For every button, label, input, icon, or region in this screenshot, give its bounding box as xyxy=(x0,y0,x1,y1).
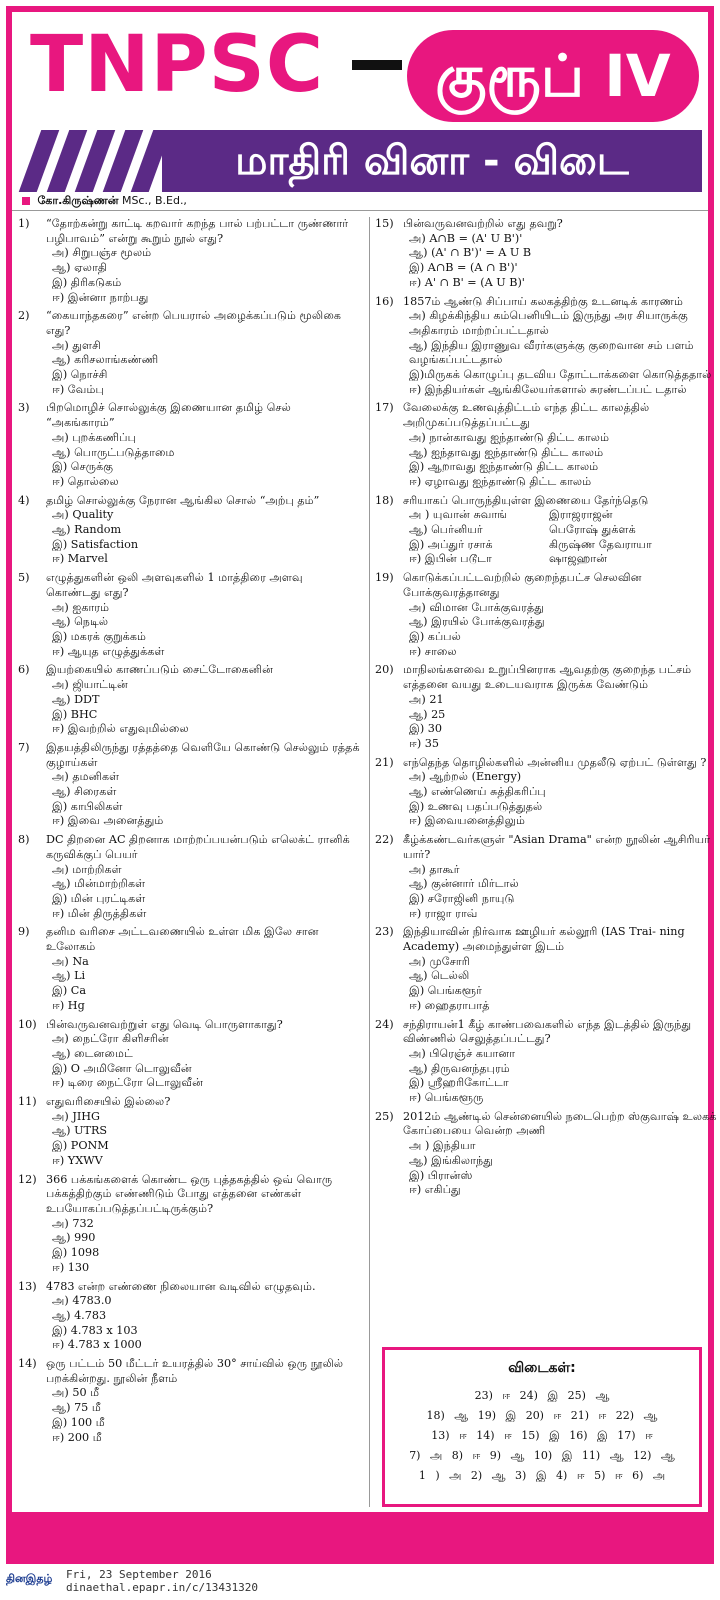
question-text: எழுத்துகளின் ஒலி அளவுகளில் 1 மாத்திரை அளவு கொண்டது எது? xyxy=(46,571,303,599)
option-item: இ) 4.783 x 103 xyxy=(52,1323,138,1337)
option-item: இ) கப்பல் xyxy=(409,629,461,643)
option-item: ஆ) (A' ∩ B')' = A U B xyxy=(409,246,532,260)
pair-left: ஆ) பெர்னியர் xyxy=(409,523,483,537)
question-item xyxy=(18,1357,360,1445)
option-item: ஈ) 35 xyxy=(409,736,440,750)
question-item xyxy=(375,833,717,921)
option-item: இ) மின் புரட்டிகள் xyxy=(52,891,146,905)
option-item: ஆ) டெல்லி xyxy=(409,969,470,983)
question-text: இயற்கையில் காணப்படும் சைட்டோகைனின் xyxy=(46,663,273,677)
question-number: 10) xyxy=(18,1017,37,1031)
option-item: ஆ) Li xyxy=(52,969,86,983)
option-item: இ) நொச்சி xyxy=(52,368,108,382)
author-degree: MSc., B.Ed., xyxy=(121,194,187,207)
options-list xyxy=(403,508,717,567)
question-number: 20) xyxy=(375,663,394,677)
options-list xyxy=(46,678,360,737)
option-item: ஆ) திருவனந்தபுரம் xyxy=(409,1061,510,1075)
option-item: அ) துளசி xyxy=(52,338,101,352)
banner-title: மாதிரி வினா - விடை xyxy=(235,138,629,184)
option-item: அ) மாற்றிகள் xyxy=(52,862,122,876)
options-list xyxy=(46,1217,360,1276)
option-item: அ) தமனிகள் xyxy=(52,770,120,784)
options-list xyxy=(46,431,360,490)
option-item: அ) விமான போக்குவரத்து xyxy=(409,600,544,614)
options-list xyxy=(403,1047,717,1106)
option-item: ஈ) இந்தியர்கள் ஆங்கிலேயர்களால் சுரண்டப்பட் டதால் xyxy=(409,382,687,396)
option-item: ஈ) இவற்றில் எதுவுமில்லை xyxy=(52,722,189,736)
option-item: ஆ) மின்மாற்றிகள் xyxy=(52,877,146,891)
newspaper-logo: தினஇதழ் xyxy=(6,1572,53,1585)
option-item: ஆ) இங்கிலாந்து xyxy=(409,1153,493,1167)
question-number: 25) xyxy=(375,1109,394,1123)
option-item: இ) ஸ்ரீஹரிகோட்டா xyxy=(409,1076,509,1090)
question-item xyxy=(18,833,360,921)
question-item xyxy=(18,1280,360,1354)
option-item: ஆ) ஐந்தாவது ஐந்தாண்டு திட்ட காலம் xyxy=(409,445,604,459)
options-list xyxy=(403,232,717,291)
option-item: ஈ) 130 xyxy=(52,1260,90,1274)
options-list xyxy=(403,309,717,397)
option-item: ஆ) பொருட்படுத்தாமை xyxy=(52,445,175,459)
question-text: கீழ்க்கண்டவர்களுள் "Asian Drama" என்ற நூலின் ஆசிரியர் யார்? xyxy=(403,833,711,861)
pair-right: கிருஷ்ண தேவராயா xyxy=(549,537,652,551)
option-item: ஈ) எகிப்து xyxy=(409,1183,461,1197)
option-item: இ) உணவு பதப்படுத்துதல் xyxy=(409,799,543,813)
left-column xyxy=(18,217,360,1449)
option-item: ஆ) UTRS xyxy=(52,1124,108,1138)
option-item: அ) JIHG xyxy=(52,1109,100,1123)
option-item: அ) ஆற்றல் (Energy) xyxy=(409,770,522,784)
option-item: ஈ) ஆயுத எழுத்துக்கள் xyxy=(52,644,165,658)
option-item: இ) O அமினோ டொலுவீன் xyxy=(52,1061,192,1075)
question-item xyxy=(18,494,360,568)
question-number: 21) xyxy=(375,755,394,769)
pair-option xyxy=(403,538,717,553)
option-item: ஈ) ராஜா ராவ் xyxy=(409,906,478,920)
question-number: 5) xyxy=(18,571,30,585)
option-item: அ) Na xyxy=(52,954,89,968)
option-item: ஆ) DDT xyxy=(52,692,100,706)
option-item: ஆ) ஏலாதி xyxy=(52,261,108,275)
pair-right: இராஜராஜன் xyxy=(549,508,613,522)
question-text: பின்வருவனவற்றுள் எது வெடி பொருளாகாது? xyxy=(46,1017,283,1031)
question-text: மாநிலங்களவை உறுப்பினராக ஆவதற்கு குறைந்த பட்சம் எத்தனை வயது உடையவராக இருக்க வேண்டும் xyxy=(403,663,692,692)
option-item: ஆ) இந்திய இராணுவ வீரர்களுக்கு குறைவான சம் பளம் வழங்கப்பட்டதால் xyxy=(409,338,694,367)
group-label: குரூப் IV xyxy=(435,42,671,110)
option-item: இ) 1098 xyxy=(52,1246,100,1260)
option-item: அ) 21 xyxy=(409,692,444,706)
title-dash xyxy=(352,60,402,70)
question-number: 14) xyxy=(18,1357,37,1371)
question-item xyxy=(375,494,717,568)
question-item xyxy=(375,295,717,398)
divider xyxy=(12,210,708,211)
option-item: ஈ) Marvel xyxy=(52,552,108,566)
option-item: ஆ) Random xyxy=(52,523,122,537)
question-number: 7) xyxy=(18,740,30,754)
question-text: பிறமொழிச் சொல்லுக்கு இணையான தமிழ் செல் “அகங்காரம்” xyxy=(46,401,291,430)
option-item: இ) A∩B = (A ∩ B')' xyxy=(409,261,518,275)
pair-option xyxy=(403,523,717,538)
options-list xyxy=(46,1294,360,1353)
question-text: கொடுக்கப்பட்டவற்றில் குறைந்தபட்ச செலவின போக்குவரத்தானது xyxy=(403,571,642,599)
option-item: ஆ) 4.783 xyxy=(52,1308,107,1322)
answers-box xyxy=(382,1347,702,1507)
option-item: அ) ஜியாட்டின் xyxy=(52,678,128,692)
option-item: ஆ) 75 மீ xyxy=(52,1401,101,1415)
question-number: 15) xyxy=(375,217,394,230)
answer-row: 18) ஆ 19) இ 20) ஈ 21) ஈ 22) ஆ xyxy=(426,1409,658,1422)
question-number: 24) xyxy=(375,1017,394,1031)
publish-url[interactable]: dinaethal.epapr.in/c/13431320 xyxy=(66,1581,259,1594)
question-item xyxy=(18,309,360,397)
option-item: ஈ) இவை அனைத்தும் xyxy=(52,814,164,828)
option-item: அ) கிழக்கிந்திய கம்பெனியிடம் இருந்து அர சியாருக்கு அதிகாரம் மாற்றப்பட்டதால் xyxy=(409,309,688,337)
option-item: ஆ) குன்னார் மிர்டால் xyxy=(409,877,519,891)
options-list xyxy=(46,246,360,305)
question-text: வேலைக்கு உணவுத்திட்டம் எந்த திட்ட காலத்தில் அறிமுகப்படுத்தப்பட்டது xyxy=(403,401,650,430)
author-name: கோ.கிருஷ்ணன் xyxy=(37,194,119,207)
question-number: 19) xyxy=(375,571,394,585)
option-item: ஆ) 25 xyxy=(409,707,446,721)
options-list xyxy=(46,508,360,567)
option-item: ஆ) கரிசலாங்கண்ணி xyxy=(52,353,159,367)
answer-row: 7) அ 8) ஈ 9) ஆ 10) இ 11) ஆ 12) ஆ xyxy=(409,1449,675,1462)
question-text: தனிம வரிசை அட்டவணையில் உள்ள மிக இலே சான உலோகம் xyxy=(46,925,319,954)
pair-left: அ ) யுவான் சுவாங் xyxy=(409,508,508,522)
options-list xyxy=(46,339,360,398)
question-number: 2) xyxy=(18,309,30,323)
right-column xyxy=(375,217,717,1202)
option-item: இ) சரோஜினி நாயுடு xyxy=(409,891,515,905)
page-frame xyxy=(6,6,717,1564)
option-item: ஆ) எண்ணெய் சுத்திகரிப்பு xyxy=(409,785,546,799)
option-item: ஈ) ஹைதராபாத் xyxy=(409,998,490,1012)
option-item: ஈ) பெங்களூரு xyxy=(409,1091,484,1105)
question-number: 6) xyxy=(18,663,30,677)
option-item: இ) மகரக் குறுக்கம் xyxy=(52,629,146,643)
option-item: ஈ) மின் திருத்திகள் xyxy=(52,906,147,920)
question-text: “கையாந்தகரை” என்ற பெயரால் அழைக்கப்படும் மூலிகை எது? xyxy=(46,309,342,337)
option-item: ஆ) இரயில் போக்குவரத்து xyxy=(409,615,545,629)
option-item: இ) 100 மீ xyxy=(52,1415,105,1429)
question-item xyxy=(375,663,717,751)
answer-row: 23) ஈ 24) இ 25) ஆ xyxy=(474,1389,610,1402)
option-item: ஈ) சாலை xyxy=(409,644,457,658)
option-item: ஈ) A' ∩ B' = (A U B)' xyxy=(409,275,525,289)
options-list xyxy=(46,863,360,922)
question-number: 22) xyxy=(375,833,394,847)
option-item: இ)மிருகக் கொழுப்பு தடவிய தோட்டாக்களை கொடுத்ததால் xyxy=(409,368,712,382)
question-item xyxy=(375,401,717,489)
option-item: இ) ஆறாவது ஐந்தாண்டு திட்ட காலம் xyxy=(409,460,599,474)
option-item: இ) செருக்கு xyxy=(52,460,114,474)
option-item: இ) காபிலிகள் xyxy=(52,799,123,813)
question-text: எதுவரிசையில் இல்லை? xyxy=(46,1095,171,1109)
question-number: 18) xyxy=(375,493,394,507)
option-item: அ) 50 மீ xyxy=(52,1386,100,1400)
options-list xyxy=(403,955,717,1014)
question-number: 11) xyxy=(18,1095,37,1109)
option-item: இ) PONM xyxy=(52,1139,109,1153)
answers-rows xyxy=(393,1386,691,1486)
option-item: இ) Satisfaction xyxy=(52,537,139,551)
question-number: 4) xyxy=(18,493,30,507)
options-list xyxy=(403,770,717,829)
options-list xyxy=(403,863,717,922)
option-item: இ) 30 xyxy=(409,722,443,736)
options-list xyxy=(46,1386,360,1445)
option-item: ஈ) ஏழாவது ஐந்தாண்டு திட்ட காலம் xyxy=(409,474,592,488)
question-number: 17) xyxy=(375,401,394,415)
question-number: 16) xyxy=(375,294,394,308)
option-item: ஈ) YXWV xyxy=(52,1153,103,1167)
option-item: இ) திரிகடுகம் xyxy=(52,275,122,289)
option-item: அ) 732 xyxy=(52,1216,94,1230)
header xyxy=(12,12,708,197)
bullet-square-icon xyxy=(22,197,30,205)
question-text: 366 பக்கங்களைக் கொண்ட ஒரு புத்தகத்தில் ஒவ் வொரு பக்கத்திற்கும் எண்ணிடும் போது எத்தனை எண்கள் உபயோகப்படுத்தப்பட்டிருக்கும்? xyxy=(46,1172,333,1215)
pair-right: ஷாஜஹான் xyxy=(549,552,608,566)
option-item: இ) பிரான்ஸ் xyxy=(409,1168,473,1182)
option-item: ஈ) 200 மீ xyxy=(52,1430,102,1444)
question-item xyxy=(18,1095,360,1169)
question-text: ஒரு பட்டம் 50 மீட்டர் உயரத்தில் 30° சாய்வில் ஒரு நூலில் பறக்கின்றது. நூலின் நீளம் xyxy=(46,1357,344,1385)
question-item xyxy=(18,217,360,305)
option-item: அ) ஐகாரம் xyxy=(52,600,110,614)
option-item: அ) 4783.0 xyxy=(52,1294,112,1308)
options-list xyxy=(46,955,360,1014)
question-item xyxy=(18,741,360,829)
question-text: எந்தெந்த தொழில்களில் அன்னிய முதலீடு ஏற்பட் டுள்ளது ? xyxy=(403,755,707,769)
option-item: ஈ) வேம்பு xyxy=(52,382,104,396)
option-item: ஆ) நெடில் xyxy=(52,615,109,629)
question-number: 23) xyxy=(375,925,394,939)
option-item: அ) A∩B = (A' U B')' xyxy=(409,231,523,245)
option-item: இ) பெங்களூர் xyxy=(409,984,483,998)
exam-title: TNPSC xyxy=(30,20,325,110)
column-divider xyxy=(369,217,370,1507)
question-item xyxy=(18,401,360,489)
pair-left: ஈ) இபின் படூடா xyxy=(409,552,492,566)
publish-date: Fri, 23 September 2016 xyxy=(66,1568,212,1581)
option-item: ஆ) சிரைகள் xyxy=(52,785,117,799)
question-item xyxy=(18,1173,360,1276)
option-item: ஈ) Hg xyxy=(52,998,85,1012)
option-item: அ ) இந்தியா xyxy=(409,1139,476,1153)
question-text: பின்வருவனவற்றில் எது தவறு? xyxy=(403,217,563,230)
option-item: ஆ) 990 xyxy=(52,1231,96,1245)
options-list xyxy=(46,601,360,660)
option-item: அ) புறக்கணிப்பு xyxy=(52,430,136,444)
option-item: அ) முசோரி xyxy=(409,954,470,968)
option-item: ஈ) தொல்லை xyxy=(52,474,119,488)
pair-right: பெரோஷ் துக்ளக் xyxy=(549,523,636,537)
question-text: இந்தியாவின் நிர்வாக ஊழியர் கல்லூரி (IAS Trai- ning Academy) அமைந்துள்ள இடம் xyxy=(403,925,685,954)
author-line xyxy=(22,194,187,209)
question-item xyxy=(18,925,360,1013)
question-item xyxy=(375,1110,717,1198)
question-item xyxy=(375,1018,717,1106)
question-text: 4783 என்ற எண்ணை நிலையான வடிவில் எழுதவும். xyxy=(46,1279,316,1293)
options-list xyxy=(403,431,717,490)
question-text: தமிழ் சொல்லுக்கு நேரான ஆங்கில சொல் “அற்பு தம்” xyxy=(46,493,320,507)
question-text: சரியாகப் பொருந்தியுள்ள இணையை தேர்ந்தெடு xyxy=(403,493,649,507)
options-list xyxy=(403,1139,717,1198)
options-list xyxy=(46,1110,360,1169)
question-number: 3) xyxy=(18,401,30,415)
question-item xyxy=(375,756,717,830)
question-item xyxy=(375,925,717,1013)
pair-option xyxy=(403,508,717,523)
option-item: ஈ) இன்னா நாற்பது xyxy=(52,290,149,304)
answer-row: 13) ஈ 14) ஈ 15) இ 16) இ 17) ஈ xyxy=(431,1429,653,1442)
question-item xyxy=(18,663,360,737)
option-item: அ) சிறுபஞ்ச மூலம் xyxy=(52,246,152,260)
option-item: இ) Ca xyxy=(52,984,87,998)
question-number: 1) xyxy=(18,217,30,230)
options-list xyxy=(46,1032,360,1091)
question-text: 1857ம் ஆண்டு சிப்பாய் கலகத்திற்கு உடனடிக் காரணம் xyxy=(403,294,683,308)
option-item: ஈ) 4.783 x 1000 xyxy=(52,1338,142,1352)
option-item: இ) BHC xyxy=(52,707,98,721)
answers-title: விடைகள்: xyxy=(508,1360,576,1376)
pair-left: இ) அப்துர் ரசாக் xyxy=(409,537,493,551)
options-list xyxy=(46,770,360,829)
pair-option xyxy=(403,552,717,567)
footer xyxy=(6,1568,714,1596)
option-item: ஈ) டிரை நைட்ரோ டொலுவீன் xyxy=(52,1076,203,1090)
option-item: ஈ) இவையனைத்திலும் xyxy=(409,814,525,828)
question-item xyxy=(18,571,360,659)
option-item: அ) நைட்ரோ கிளிசரின் xyxy=(52,1032,169,1046)
question-item xyxy=(375,217,717,291)
options-list xyxy=(403,601,717,660)
options-list xyxy=(403,693,717,752)
option-item: அ) நான்காவது ஐந்தாண்டு திட்ட காலம் xyxy=(409,430,610,444)
question-text: இதயத்திலிருந்து ரத்தத்தை வெளியே கொண்டு செல்லும் ரத்தக் குழாய்கள் xyxy=(46,740,360,769)
option-item: அ) தாகூர் xyxy=(409,862,460,876)
question-text: DC திறனை AC திறனாக மாற்றப்பயன்படும் எலெக்ட் ரானிக் கருவிக்குப் பெயர் xyxy=(46,833,350,861)
question-text: 2012ம் ஆண்டில் சென்னையில் நடைபெற்ற ஸ்குவாஷ் உலகக் கோப்பையை வென்ற அணி xyxy=(403,1109,717,1138)
answer-row: 1 ) அ 2) ஆ 3) இ 4) ஈ 5) ஈ 6) அ xyxy=(418,1469,666,1482)
question-text: “தோற்கன்று காட்டி கறவார் கறந்த பால் பற்பட்டா ருண்ணார் பழிபாவம்” என்று கூறும் நூல் எது? xyxy=(46,217,349,245)
bottom-band xyxy=(12,1512,708,1558)
option-item: அ) Quality xyxy=(52,508,114,522)
question-item xyxy=(18,1018,360,1092)
question-number: 8) xyxy=(18,833,30,847)
question-number: 9) xyxy=(18,925,30,939)
question-item xyxy=(375,571,717,659)
option-item: அ) பிரெஞ்ச் கயானா xyxy=(409,1046,516,1060)
question-text: சந்திராயன்1 கீழ் காண்பவைகளில் எந்த இடத்தில் இருந்து விண்ணில் செலுத்தப்பட்டது? xyxy=(403,1017,692,1046)
publish-info xyxy=(66,1568,258,1594)
question-number: 13) xyxy=(18,1279,37,1293)
question-number: 12) xyxy=(18,1172,37,1186)
option-item: ஆ) டைனமைட் xyxy=(52,1046,133,1060)
